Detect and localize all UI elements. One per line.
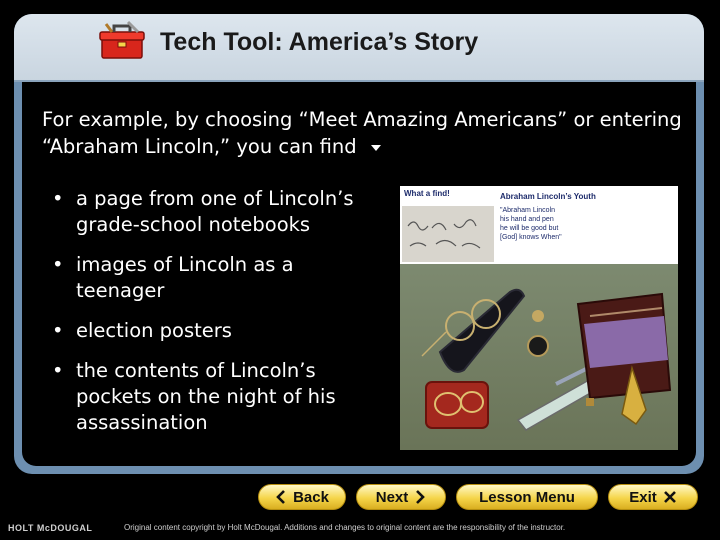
footer [0,518,720,540]
bullet-dot: • [52,319,64,342]
next-label: Next [375,488,409,506]
page-title: Tech Tool: America’s Story [160,28,479,56]
bullet-dot: • [52,359,64,382]
quote-line: he will be good but [500,225,559,232]
pocket-contents-photo [400,264,678,450]
intro-label: For example, by choosing “Meet Amazing Americans” or entering “Abraham Lincoln,” you can find [42,108,682,158]
toolbox-icon [98,20,146,60]
inset-title: Abraham Lincoln’s Youth [500,192,596,201]
chevron-left-icon [275,490,287,504]
list-item [48,186,388,238]
lesson-menu-button[interactable] [456,484,598,510]
list-item [48,252,388,304]
intro-text [42,106,692,160]
list-item [48,358,388,436]
copyright-text: Original content copyright by Holt McDougal. Additions and changes to original content are the responsibility of the instructor. [124,523,566,532]
close-icon [663,490,677,504]
bullet-text: the contents of Lincoln’s pockets on the night of his assassination [76,359,336,434]
back-button[interactable] [258,484,346,510]
bullet-list [48,186,388,450]
chevron-right-icon [414,490,426,504]
bullet-dot: • [52,253,64,276]
website-inset [400,186,678,264]
notebook-page-image [402,206,494,262]
next-button[interactable] [356,484,446,510]
exit-label: Exit [629,488,657,506]
lincoln-image [400,186,678,450]
list-item [48,318,388,344]
back-label: Back [293,488,329,506]
bullet-text: a page from one of Lincoln’s grade-school notebooks [76,187,354,236]
quote-line: his hand and pen [500,216,554,223]
lesson-menu-label: Lesson Menu [479,488,575,506]
bullet-text: election posters [76,319,232,342]
chevron-down-icon[interactable] [371,145,381,151]
inset-quote [500,206,620,242]
bullet-text: images of Lincoln as a teenager [76,253,294,302]
bullet-dot: • [52,187,64,210]
quote-line: [God] knows When" [500,234,562,241]
exit-button[interactable] [608,484,698,510]
quote-line: "Abraham Lincoln [500,207,556,214]
find-badge: What a find! [404,189,450,198]
publisher-logo: HOLT McDOUGAL [8,523,93,533]
